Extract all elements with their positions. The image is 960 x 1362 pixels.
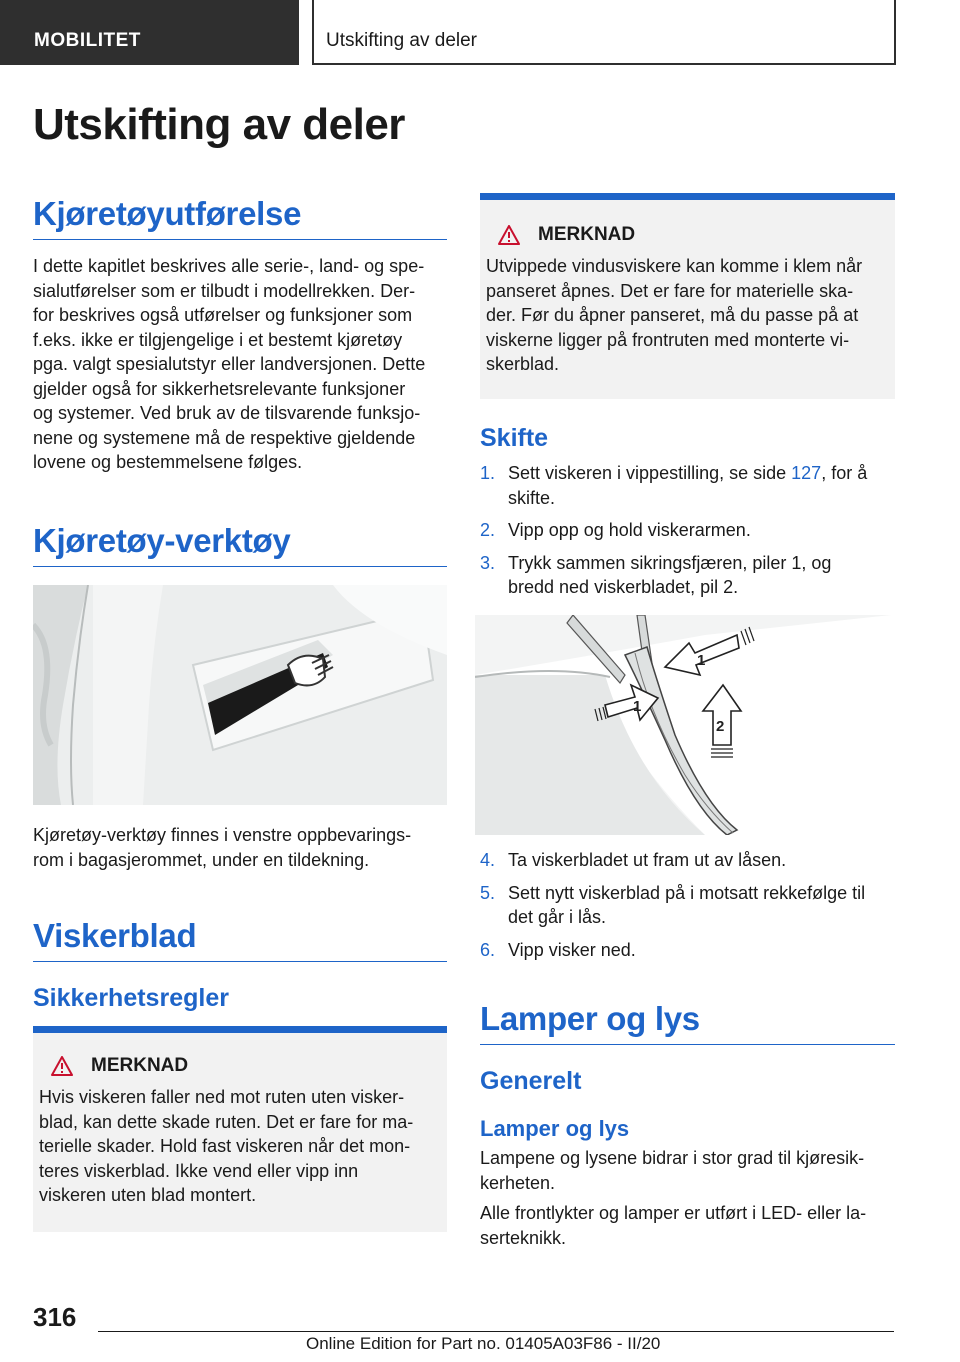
tools-section — [33, 522, 447, 567]
page-link[interactable]: 127 — [791, 463, 822, 483]
page-title: Utskifting av deler — [33, 100, 405, 149]
heading-lamps: Lamper og lys — [480, 1000, 895, 1045]
tools-figure — [33, 585, 447, 805]
step-text: Ta viskerbladet ut fram ut av låsen. — [508, 850, 787, 870]
heading-general: Generelt — [480, 1067, 582, 1095]
notice-box-hood — [480, 193, 895, 399]
step-item — [480, 518, 895, 543]
step-item — [480, 848, 895, 873]
heading-change: Skifte — [480, 424, 549, 452]
heading-safety: Sikkerhetsregler — [33, 984, 229, 1012]
lamps-text-2: Alle frontlykter og lamper er utført i LED- eller la- serteknikk. — [480, 1203, 867, 1248]
step-number: 6. — [480, 939, 496, 960]
arrow-label: 1 — [633, 698, 642, 715]
heading-equipment: Kjøretøyutførelse — [33, 195, 447, 240]
equipment-text: I dette kapitlet beskrives alle serie-, land- og spe- sialutførelser som er tilbudt i modellrekken. Der- for beskrives også utførelser og funksjoner som f.eks. ikke er tilgjengelige i et bestemt kjøretøy pga. valgt spesialutstyr eller landversjonen. Dette gjelder også for sikkerhetsrelevante funksjoner og systemer. Ved bruk av de tilsvarende funksjo- nene og systemene må de respektive gjeldende lovene og bestemmelsene følges. — [33, 256, 426, 472]
notice-text: Hvis viskeren faller ned mot ruten uten visker- blad, kan dette skade ruten. Det er fare for ma- terielle skader. Hold fast viskeren når det mon- teres viskerblad. Ikke vend eller vipp inn viskeren uten blad montert. — [39, 1087, 414, 1205]
footer-edition: Online Edition for Part no. 01405A03F86 - II/20 — [306, 1334, 661, 1353]
arrow-label: 1 — [697, 652, 706, 669]
chapter-tab: Utskifting av deler — [312, 0, 896, 65]
heading-wiper: Viskerblad — [33, 917, 447, 962]
notice-header — [39, 1055, 435, 1077]
left-column — [33, 195, 447, 475]
lamps-text-1: Lampene og lysene bidrar i stor grad til kjøresik- kerheten. — [480, 1148, 865, 1193]
steps-list-b — [480, 848, 895, 962]
step-item — [480, 461, 895, 510]
step-number: 1. — [480, 463, 496, 483]
change-section — [480, 424, 895, 608]
step-text: Vipp visker ned. — [508, 939, 636, 960]
warning-triangle-icon — [51, 1056, 73, 1076]
step-item — [480, 938, 895, 963]
step-number: 5. — [480, 882, 496, 903]
step-text: Sett nytt viskerblad på i motsatt rekkefølge til det går i lås. — [508, 882, 866, 927]
notice-title: MERKNAD — [91, 1055, 189, 1076]
notice-title: MERKNAD — [538, 224, 636, 245]
step-item — [480, 881, 895, 930]
step-text-part: Sett viskeren i vippestilling, se side — [508, 463, 792, 483]
heading-tools: Kjøretøy-verktøy — [33, 522, 447, 567]
step-text — [508, 461, 867, 510]
step-number: 2. — [480, 520, 496, 540]
tools-text-block — [33, 823, 447, 872]
step-item — [480, 551, 895, 600]
tools-text: Kjøretøy-verktøy finnes i venstre oppbevarings- rom i bagasjerommet, under en tildekning. — [33, 825, 412, 870]
tools-compartment-illustration — [33, 585, 447, 805]
section-tab: MOBILITET — [0, 0, 299, 65]
step-text: Vipp opp og hold viskerarmen. — [508, 520, 751, 540]
page-number: 316 — [33, 1302, 77, 1332]
step-number: 3. — [480, 552, 496, 573]
heading-lamps-sub: Lamper og lys — [480, 1116, 630, 1141]
wiper-figure — [475, 615, 891, 835]
wiper-section — [33, 917, 447, 1013]
steps-list-a — [480, 461, 895, 600]
notice-text: Utvippede vindusviskere kan komme i klem når panseret åpnes. Det er fare for materielle ska- der. Før du åpner panseret, må du passe på at viskerne ligger på frontruten med monterte vi- skerblad. — [486, 256, 863, 374]
footer-divider — [98, 1331, 894, 1332]
steps-b-section — [480, 848, 895, 970]
step-text-part: , for å skifte. — [508, 463, 868, 508]
wiper-blade-illustration — [475, 615, 891, 835]
step-text: Trykk sammen sikringsfjæren, piler 1, og bredd ned viskerbladet, pil 2. — [508, 552, 832, 597]
lamps-section — [480, 1000, 895, 1250]
step-number: 4. — [480, 850, 496, 870]
warning-triangle-icon — [498, 225, 520, 245]
notice-header — [486, 224, 885, 246]
notice-box-wiper — [33, 1026, 447, 1232]
arrow-label: 2 — [716, 718, 725, 735]
